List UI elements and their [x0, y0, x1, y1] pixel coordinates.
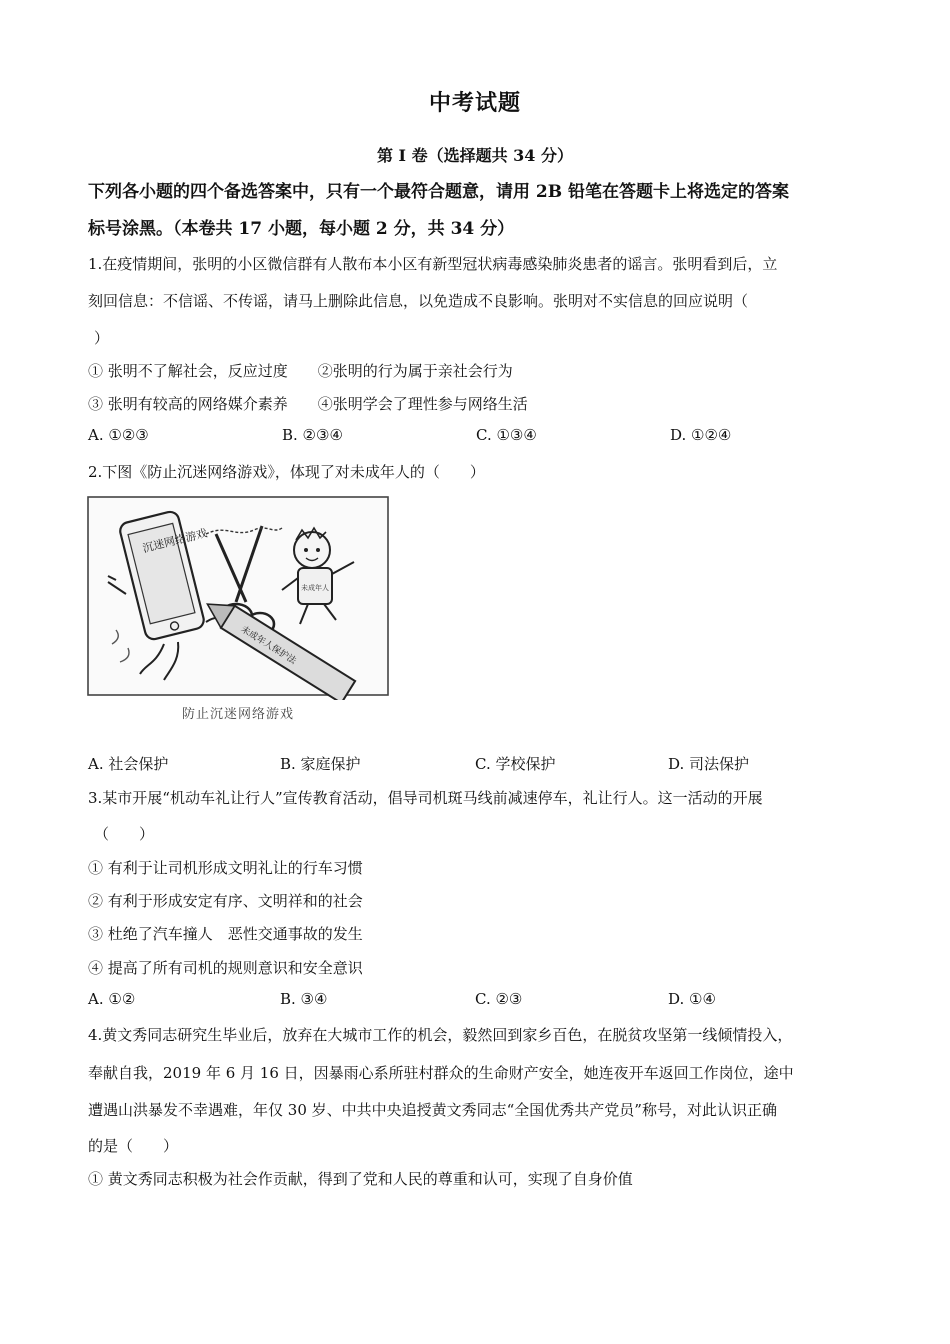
q3-stem-line-2: （ ） — [94, 825, 155, 843]
instruction-line-1: 下列各小题的四个备选答案中，只有一个最符合题意，请用 2B 铅笔在答题卡上将选定的答案 — [88, 182, 790, 202]
q1-stem-line-3: ） — [94, 329, 110, 347]
page-title: 中考试题 — [428, 90, 521, 116]
pen-label-text: 未成年人保护法 — [238, 624, 298, 667]
q1-stem-line-2: 刻回信息：不信谣、不传谣，请马上删除此信息，以免造成不良影响。张明对不实信息的回应说明（ — [88, 292, 749, 310]
q4-stem-line-4: 的是（ ） — [88, 1137, 179, 1155]
q3-option-c[interactable]: C. ②③ — [475, 990, 523, 1008]
q4-statement-1: ① 黄文秀同志积极为社会作贡献，得到了党和人民的尊重和认可，实现了自身价值 — [88, 1170, 633, 1188]
cartoon-figure — [86, 494, 390, 732]
q3-option-a[interactable]: A. ①② — [88, 990, 136, 1008]
cartoon-illustration — [86, 494, 390, 700]
q1-option-c[interactable]: C. ①③④ — [476, 426, 537, 444]
q2-option-d[interactable]: D. 司法保护 — [668, 755, 750, 773]
q3-statement-2: ② 有利于形成安定有序、文明祥和的社会 — [88, 892, 363, 910]
q2-option-c[interactable]: C. 学校保护 — [475, 755, 556, 773]
q3-statement-4: ④ 提高了所有司机的规则意识和安全意识 — [88, 959, 363, 977]
q1-statements-row-2: ③ 张明有较高的网络媒介素养 ④张明学会了理性参与网络生活 — [88, 395, 528, 413]
q2-option-b[interactable]: B. 家庭保护 — [280, 755, 361, 773]
q2-stem: 2.下图《防止沉迷网络游戏》，体现了对未成年人的（ ） — [88, 463, 485, 481]
q1-statements-row-1: ① 张明不了解社会，反应过度 ②张明的行为属于亲社会行为 — [88, 362, 513, 380]
q4-stem-line-1: 4.黄文秀同志研究生毕业后，放弃在大城市工作的机会，毅然回到家乡百色，在脱贫攻坚第一线倾情投入， — [88, 1026, 793, 1044]
instruction-line-2: 标号涂黑。（本卷共 17 小题，每小题 2 分，共 34 分） — [88, 219, 515, 239]
cartoon-caption: 防止沉迷网络游戏 — [181, 707, 294, 722]
q4-stem-line-3: 遭遇山洪暴发不幸遇难，年仅 30 岁、中共中央追授黄文秀同志“全国优秀共产党员”称号，对此认识正确 — [88, 1101, 777, 1119]
q1-stem-line-1: 1.在疫情期间，张明的小区微信群有人散布本小区有新型冠状病毒感染肺炎患者的谣言。张明看到后，立 — [88, 255, 778, 273]
q3-statement-3: ③ 杜绝了汽车撞人 恶性交通事故的发生 — [88, 925, 363, 943]
q3-statement-1: ① 有利于让司机形成文明礼让的行车习惯 — [88, 859, 363, 877]
q3-option-b[interactable]: B. ③④ — [280, 990, 328, 1008]
phone-label-text: 沉迷网络游戏 — [141, 526, 209, 556]
q1-option-a[interactable]: A. ①②③ — [88, 426, 149, 444]
child-label-text: 未成年人 — [301, 584, 329, 592]
q1-option-b[interactable]: B. ②③④ — [282, 426, 343, 444]
q3-stem-line-1: 3.某市开展“机动车礼让行人”宣传教育活动，倡导司机斑马线前减速停车，礼让行人。这一活动的开展 — [88, 789, 763, 807]
q4-stem-line-2: 奉献自我，2019 年 6 月 16 日，因暴雨心系所驻村群众的生命财产安全，她连夜开车返回工作岗位，途中 — [88, 1064, 794, 1082]
q2-option-a[interactable]: A. 社会保护 — [88, 755, 169, 773]
q3-option-d[interactable]: D. ①④ — [668, 990, 716, 1008]
section-heading: 第 I 卷（选择题共 34 分） — [376, 146, 574, 165]
q1-option-d[interactable]: D. ①②④ — [670, 426, 732, 444]
